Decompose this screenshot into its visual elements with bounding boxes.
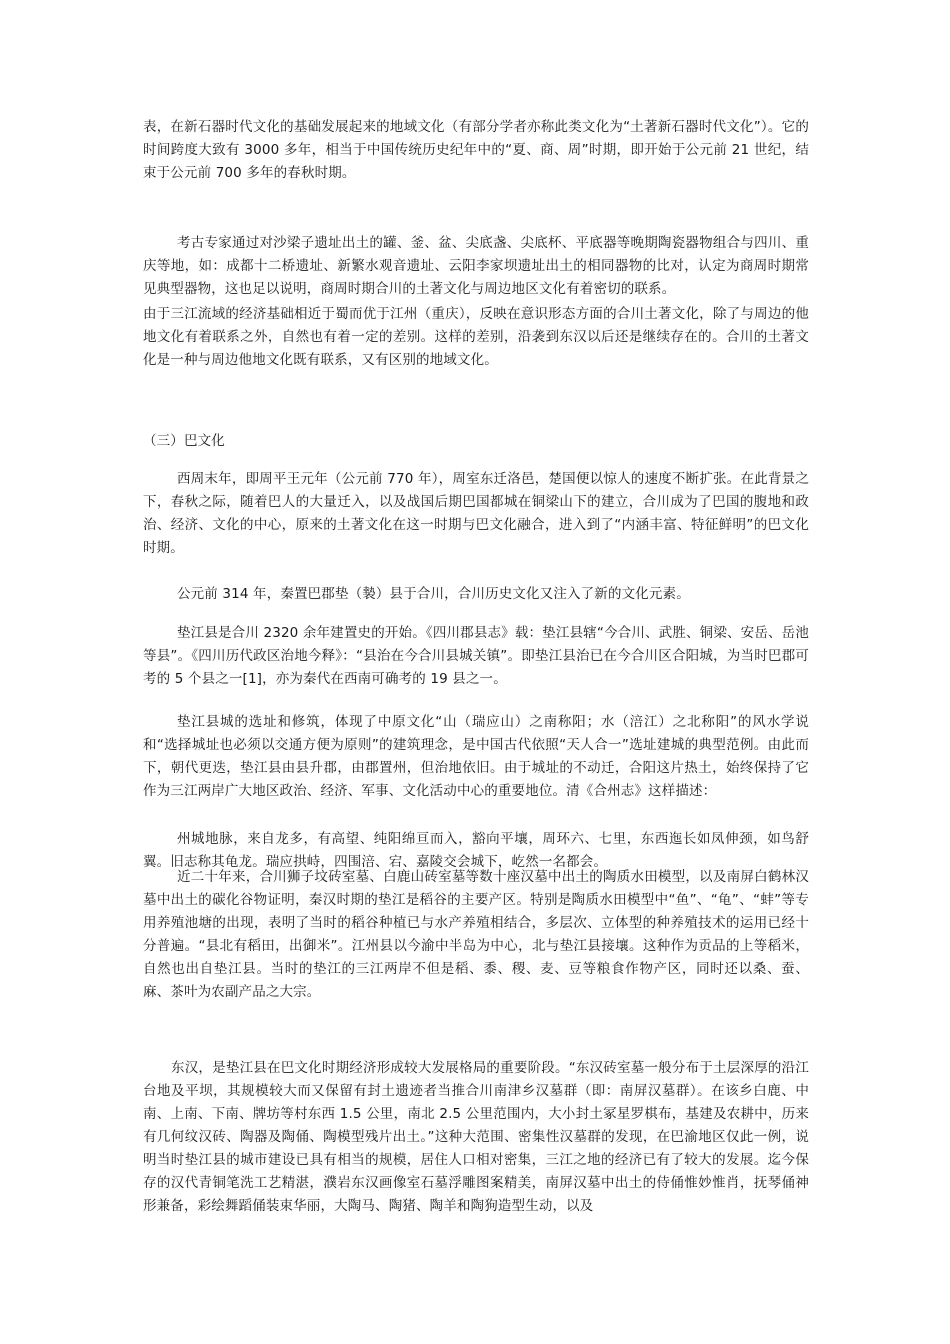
paragraph-han-tombs-rice: 近二十年来，合川狮子坟砖室墓、白鹿山砖室墓等数十座汉墓中出土的陶质水田模型，以及南屏白鹤林汉墓中出土的碳化谷物证明，秦汉时期的垫江是稻谷的主要产区。特别是陶质水田模型中“鱼”、“龟”、“蚌”等专用养殖池塘的出现，表明了当时的稻谷种植已与水产养殖相结合，多层次、立体型的种养殖技术的运用已经十分普遍。“县北有稻田，出御米”。江州县以今渝中半岛为中心，北与垫江县接壤。这种作为贡品的上等稻米，自然也出自垫江县。当时的垫江的三江两岸不但是稻、黍、稷、麦、豆等粮食作物产区，同时还以桑、蚕、麻、茶叶为农副产品之大宗。: [143, 869, 809, 1000]
paragraph-prehistory-intro: 表，在新石器时代文化的基础发展起来的地域文化（有部分学者亦称此类文化为“土著新石器时代文化”）。它的时间跨度大致有 3000 多年，相当于中国传统历史纪年中的“夏、商、周”时期，即开始于公元前 21 世纪，结束于公元前 700 多年的春秋时期。: [143, 119, 809, 181]
paragraph-eastern-han: 东汉，是垫江县在巴文化时期经济形成较大发展格局的重要阶段。“东汉砖室墓一般分布于土层深厚的沿江台地及平坝，其规模较大而又保留有封土遗迹者当推合川南津乡汉墓群（即：南屏汉墓群）。在该乡白鹿、中南、上南、下南、牌坊等村东西 1.5 公里，南北 2.5 公里范围内，大小封土冢星罗棋布，基建及农耕中，历来有几何纹汉砖、陶器及陶俑、陶模型残片出土。”这种大范围、密集性汉墓群的发现，在巴渝地区仅此一例，说明当时垫江县的城市建设已具有相当的规模，居住人口相对密集，三江之地的经济已有了较大的发展。迄今保存的汉代青铜笔洗工艺精湛，濮岩东汉画像室石墓浮雕图案精美，南屏汉墓中出土的侍俑惟妙惟肖，抚琴俑神形兼备，彩绘舞蹈俑装束华丽，大陶马、陶猪、陶羊和陶狗造型生动，以及: [143, 1060, 809, 1214]
paragraph-city-site-selection: 垫江县城的选址和修筑，体现了中原文化“山（瑞应山）之南称阳；水（涪江）之北称阳”的风水学说和“选择城址也必须以交通方便为原则”的建筑理念，是中国古代依照“天人合一”选址建城的典型范例。由此而下，朝代更迭，垫江县由县升郡，由郡置州，但治地依旧。由于城址的不动迁，合阳这片热土，始终保持了它作为三江两岸广大地区政治、经济、军事、文化活动中心的重要地位。清《合州志》这样描述：: [143, 714, 809, 799]
paragraph-sanjiang-economy: 由于三江流域的经济基础相近于蜀而优于江州（重庆），反映在意识形态方面的合川土著文化，除了与周边的他地文化有着联系之外，自然也有着一定的差别。这样的差别，沿袭到东汉以后还是继续存在的。合川的土著文化是一种与周边他地文化既有联系，又有区别的地域文化。: [143, 306, 809, 368]
paragraph-dianjiang-county: 垫江县是合川 2320 余年建置史的开始。《四川郡县志》载：垫江县辖“今合川、武胜、铜梁、安岳、岳池等县”。《四川历代政区治地今释》：“县治在今合川县城关镇”。即垫江县治已在今合川区合阳城，为当时巴郡可考的 5 个县之一[1]，亦为秦代在西南可确考的 19 县之一。: [143, 625, 809, 687]
paragraph-western-zhou: 西周末年，即周平王元年（公元前 770 年），周室东迁洛邑，楚国便以惊人的速度不断扩张。在此背景之下，春秋之际，随着巴人的大量迁入，以及战国后期巴国都城在铜梁山下的建立，合川成为了巴国的腹地和政治、经济、文化的中心，原来的土著文化在这一时期与巴文化融合，进入到了“内涵丰富、特征鲜明”的巴文化时期。: [143, 471, 809, 556]
document-page: [143, 0, 809, 1344]
paragraph-shaliangzi-site: 考古专家通过对沙梁子遗址出土的罐、釜、盆、尖底盏、尖底杯、平底器等晚期陶瓷器物组合与四川、重庆等地，如：成都十二桥遗址、新繁水观音遗址、云阳李家坝遗址出土的相同器物的比对，认定为商周时期常见典型器物，这也足以说明，商周时期合川的土著文化与周边地区文化有着密切的联系。: [143, 235, 809, 297]
section-heading-ba-culture: （三）巴文化: [143, 433, 225, 449]
paragraph-qin-county: 公元前 314 年，秦置巴郡垫（褺）县于合川，合川历史文化又注入了新的文化元素。: [177, 586, 690, 602]
paragraph-hezhou-quote: 州城地脉，来自龙多，有高望、纯阳绵亘而入，豁向平壤，周环六、七里，东西迤长如凤伸颈，如鸟舒翼。旧志称其龟龙。瑞应拱峙，四围涪、宕、嘉陵交会城下，屹然一名都会。: [143, 831, 809, 870]
